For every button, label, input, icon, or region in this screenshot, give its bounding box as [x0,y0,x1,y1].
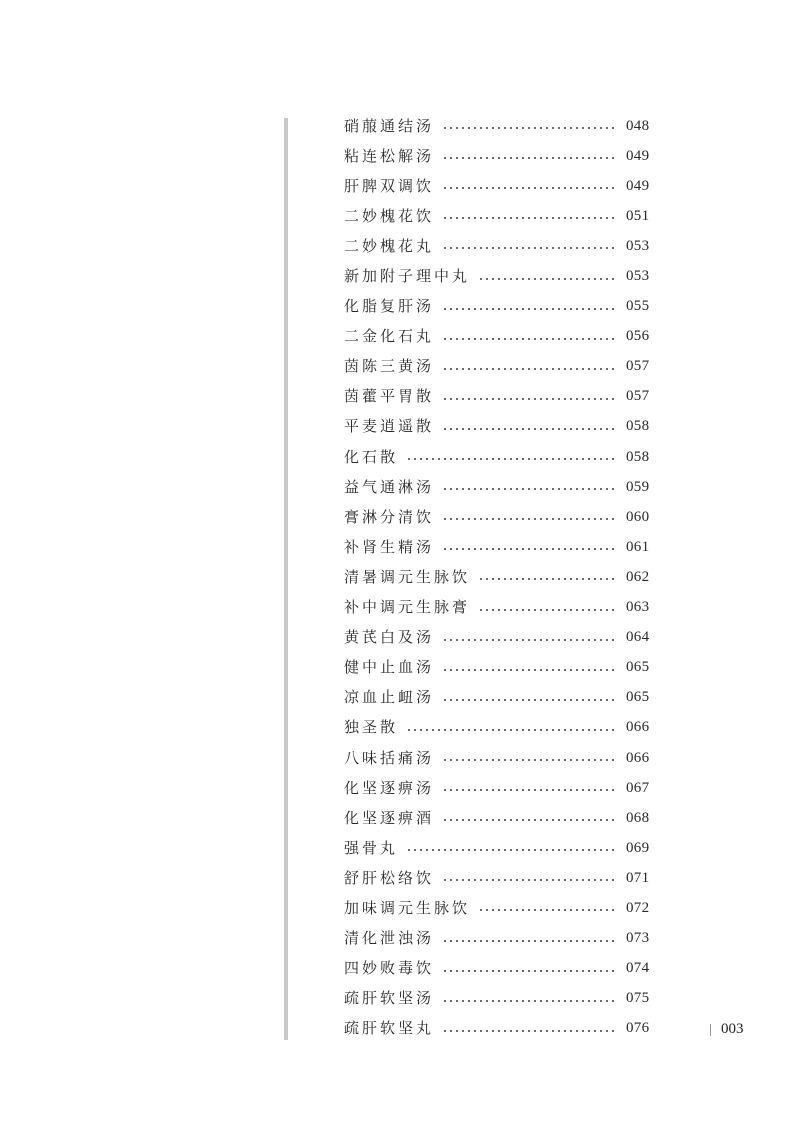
toc-dot-leader [444,879,616,881]
toc-entry[interactable] [344,111,654,141]
toc-dot-leader [444,338,616,340]
page-number: 003 [721,1021,744,1037]
toc-entry-title: 健中止血汤 [344,658,435,677]
toc-entry-page: 067 [626,779,650,796]
toc-entry[interactable] [344,863,654,893]
toc-entry[interactable] [344,803,654,833]
toc-entry-page: 066 [626,719,650,736]
toc-dot-leader [480,278,616,280]
toc-entry-page: 069 [626,839,650,856]
toc-entry-page: 062 [626,568,650,585]
toc-entry-title: 独圣散 [344,718,399,737]
toc-entry-title: 补肾生精汤 [344,537,435,556]
toc-entry-page: 076 [626,1020,650,1037]
toc-entry-title: 八味括痛汤 [344,748,435,767]
toc-entry-page: 061 [626,538,650,555]
toc-entry-title: 平麦逍遥散 [344,417,435,436]
toc-entry-page: 053 [626,268,650,285]
toc-entry[interactable] [344,352,654,382]
toc-entry[interactable] [344,984,654,1014]
toc-entry-page: 053 [626,237,650,254]
toc-entry[interactable] [344,713,654,743]
toc-entry-page: 060 [626,508,650,525]
toc-entry-title: 黄芪白及汤 [344,628,435,647]
toc-dot-leader [444,187,616,189]
toc-entry-title: 补中调元生脉膏 [344,598,471,617]
toc-entry[interactable] [344,322,654,352]
toc-dot-leader [480,578,616,580]
toc-dot-leader [408,458,616,460]
toc-entry[interactable] [344,532,654,562]
toc-entry[interactable] [344,261,654,291]
toc-entry-page: 075 [626,990,650,1007]
toc-entry[interactable] [344,833,654,863]
toc-entry[interactable] [344,141,654,171]
toc-entry-page: 072 [626,899,650,916]
toc-entry[interactable] [344,623,654,653]
toc-entry[interactable] [344,292,654,322]
toc-entry-page: 068 [626,809,650,826]
page-folio [710,1021,744,1038]
toc-entry-page: 051 [626,207,650,224]
toc-dot-leader [444,548,616,550]
toc-entry-title: 新加附子理中丸 [344,267,471,286]
toc-entry-page: 049 [626,177,650,194]
toc-dot-leader [444,1030,616,1032]
toc-dot-leader [480,909,616,911]
toc-dot-leader [408,849,616,851]
left-margin-rule [284,118,288,1040]
toc-entry-page: 065 [626,659,650,676]
toc-entry[interactable] [344,593,654,623]
table-of-contents [344,111,654,1044]
toc-entry-page: 073 [626,930,650,947]
toc-entry-page: 064 [626,629,650,646]
toc-entry-title: 化脂复肝汤 [344,297,435,316]
toc-entry-title: 四妙败毒饮 [344,959,435,978]
toc-entry-page: 065 [626,689,650,706]
toc-entry-title: 化石散 [344,447,399,466]
toc-entry-title: 凉血止衄汤 [344,688,435,707]
toc-dot-leader [444,699,616,701]
toc-entry[interactable] [344,472,654,502]
toc-entry-title: 益气通淋汤 [344,477,435,496]
toc-entry-title: 清化泄浊汤 [344,929,435,948]
toc-dot-leader [444,639,616,641]
toc-entry-title: 硝菔通结汤 [344,116,435,135]
toc-entry-page: 055 [626,298,650,315]
toc-dot-leader [408,729,616,731]
toc-dot-leader [444,127,616,129]
toc-dot-leader [444,518,616,520]
toc-entry-page: 049 [626,147,650,164]
toc-dot-leader [444,217,616,219]
toc-entry-title: 茵藿平胃散 [344,387,435,406]
toc-entry-page: 056 [626,328,650,345]
toc-entry[interactable] [344,954,654,984]
toc-entry-title: 强骨丸 [344,838,399,857]
toc-dot-leader [444,819,616,821]
toc-dot-leader [444,247,616,249]
toc-entry-title: 肝脾双调饮 [344,176,435,195]
toc-entry[interactable] [344,1014,654,1044]
toc-entry-page: 059 [626,478,650,495]
toc-entry-page: 071 [626,869,650,886]
toc-entry[interactable] [344,683,654,713]
folio-divider [710,1024,711,1036]
toc-entry-title: 二妙槐花饮 [344,206,435,225]
toc-entry-title: 二金化石丸 [344,327,435,346]
toc-entry-title: 化坚逐痹酒 [344,808,435,827]
toc-dot-leader [444,157,616,159]
toc-dot-leader [444,970,616,972]
toc-dot-leader [444,308,616,310]
toc-entry-title: 舒肝松络饮 [344,868,435,887]
toc-entry[interactable] [344,201,654,231]
toc-entry[interactable] [344,562,654,592]
toc-entry-page: 058 [626,418,650,435]
toc-entry[interactable] [344,893,654,923]
toc-entry[interactable] [344,442,654,472]
toc-entry[interactable] [344,743,654,773]
toc-dot-leader [444,368,616,370]
toc-entry-page: 066 [626,749,650,766]
toc-entry-title: 化坚逐痹汤 [344,778,435,797]
toc-entry-page: 048 [626,117,650,134]
toc-entry-title: 清暑调元生脉饮 [344,567,471,586]
toc-entry[interactable] [344,653,654,683]
toc-entry-page: 058 [626,448,650,465]
toc-entry[interactable] [344,412,654,442]
toc-entry-page: 063 [626,599,650,616]
toc-entry-page: 074 [626,960,650,977]
toc-entry[interactable] [344,924,654,954]
toc-dot-leader [444,398,616,400]
toc-entry[interactable] [344,171,654,201]
toc-entry[interactable] [344,773,654,803]
toc-entry-title: 疏肝软坚丸 [344,1019,435,1038]
toc-entry-title: 膏淋分清饮 [344,507,435,526]
toc-dot-leader [480,609,616,611]
toc-dot-leader [444,488,616,490]
toc-dot-leader [444,428,616,430]
toc-entry-title: 疏肝软坚汤 [344,989,435,1008]
toc-dot-leader [444,789,616,791]
toc-entry[interactable] [344,502,654,532]
toc-dot-leader [444,669,616,671]
toc-dot-leader [444,759,616,761]
toc-entry[interactable] [344,231,654,261]
toc-entry-title: 粘连松解汤 [344,146,435,165]
toc-entry[interactable] [344,382,654,412]
toc-entry-page: 057 [626,388,650,405]
toc-entry-title: 加味调元生脉饮 [344,898,471,917]
toc-dot-leader [444,1000,616,1002]
toc-entry-title: 茵陈三黄汤 [344,357,435,376]
toc-entry-title: 二妙槐花丸 [344,236,435,255]
toc-entry-page: 057 [626,358,650,375]
toc-dot-leader [444,940,616,942]
